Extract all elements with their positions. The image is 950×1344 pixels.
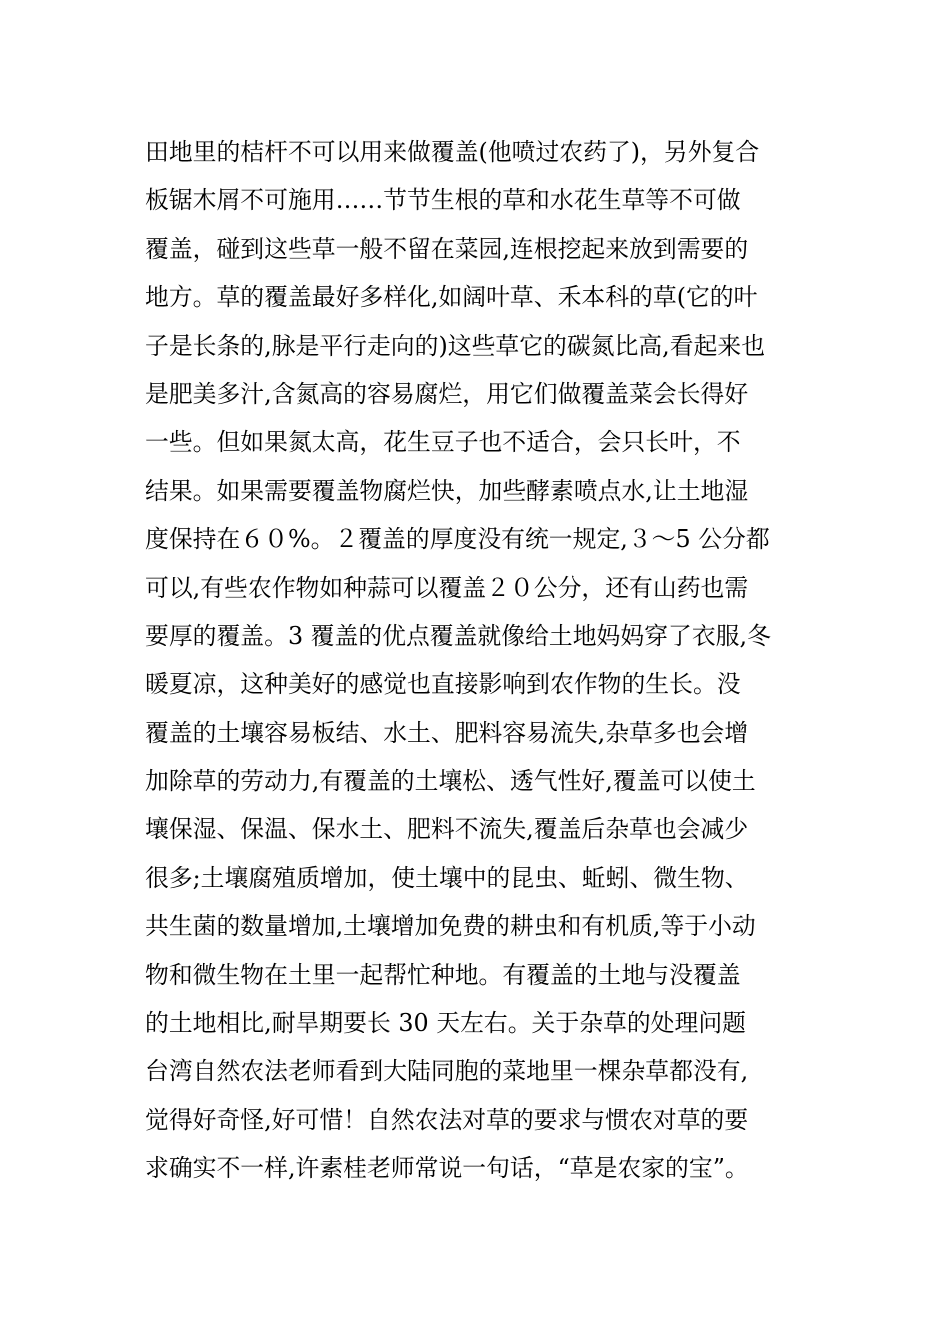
text-line: 是肥美多汁,含氮高的容易腐烂，用它们做覆盖菜会长得好	[145, 379, 749, 408]
text-line: 一些。但如果氮太高，花生豆子也不适合，会只长叶，不	[145, 428, 741, 457]
text-line: 度保持在６０%。２覆盖的厚度没有统一规定,３～5 公分都	[145, 525, 770, 554]
text-line: 地方。草的覆盖最好多样化,如阔叶草、禾本科的草(它的叶	[145, 283, 758, 312]
text-line: 覆盖的土壤容易板结、水土、肥料容易流失,杂草多也会增	[145, 718, 749, 747]
text-line: 板锯木屑不可施用……节节生根的草和水花生草等不可做	[145, 186, 741, 215]
text-line: 子是长条的,脉是平行走向的)这些草它的碳氮比高,看起来也	[145, 331, 766, 360]
text-line: 田地里的桔杆不可以用来做覆盖(他喷过农药了)，另外复合	[145, 138, 760, 166]
text-line: 覆盖，碰到这些草一般不留在菜园,连根挖起来放到需要的	[145, 234, 749, 263]
text-line: 觉得好奇怪,好可惜！自然农法对草的要求与惯农对草的要	[145, 1105, 749, 1134]
text-line: 可以,有些农作物如种蒜可以覆盖２０公分，还有山药也需	[145, 573, 749, 602]
body-text	[145, 128, 825, 1193]
text-line: 的土地相比,耐旱期要长 30 天左右。关于杂草的处理问题	[145, 1009, 746, 1038]
text-line: 共生菌的数量增加,土壤增加免费的耕虫和有机质,等于小动	[145, 912, 756, 941]
text-line: 求确实不一样,许素桂老师常说一句话，“草是农家的宝”。	[145, 1154, 749, 1183]
text-line: 暖夏凉，这种美好的感觉也直接影响到农作物的生长。没	[145, 670, 741, 699]
text-line: 壤保湿、保温、保水土、肥料不流失,覆盖后杂草也会减少	[145, 815, 749, 844]
text-line: 台湾自然农法老师看到大陆同胞的菜地里一棵杂草都没有,	[145, 1057, 749, 1086]
text-line: 结果。如果需要覆盖物腐烂快，加些酵素喷点水,让土地湿	[145, 476, 749, 505]
text-line: 加除草的劳动力,有覆盖的土壤松、透气性好,覆盖可以使土	[145, 767, 756, 796]
text-line: 物和微生物在土里一起帮忙种地。有覆盖的土地与没覆盖	[145, 960, 741, 989]
text-line: 要厚的覆盖。3 覆盖的优点覆盖就像给土地妈妈穿了衣服,冬	[145, 621, 771, 650]
text-line: 很多;土壤腐殖质增加，使土壤中的昆虫、蚯蚓、微生物、	[145, 863, 749, 892]
